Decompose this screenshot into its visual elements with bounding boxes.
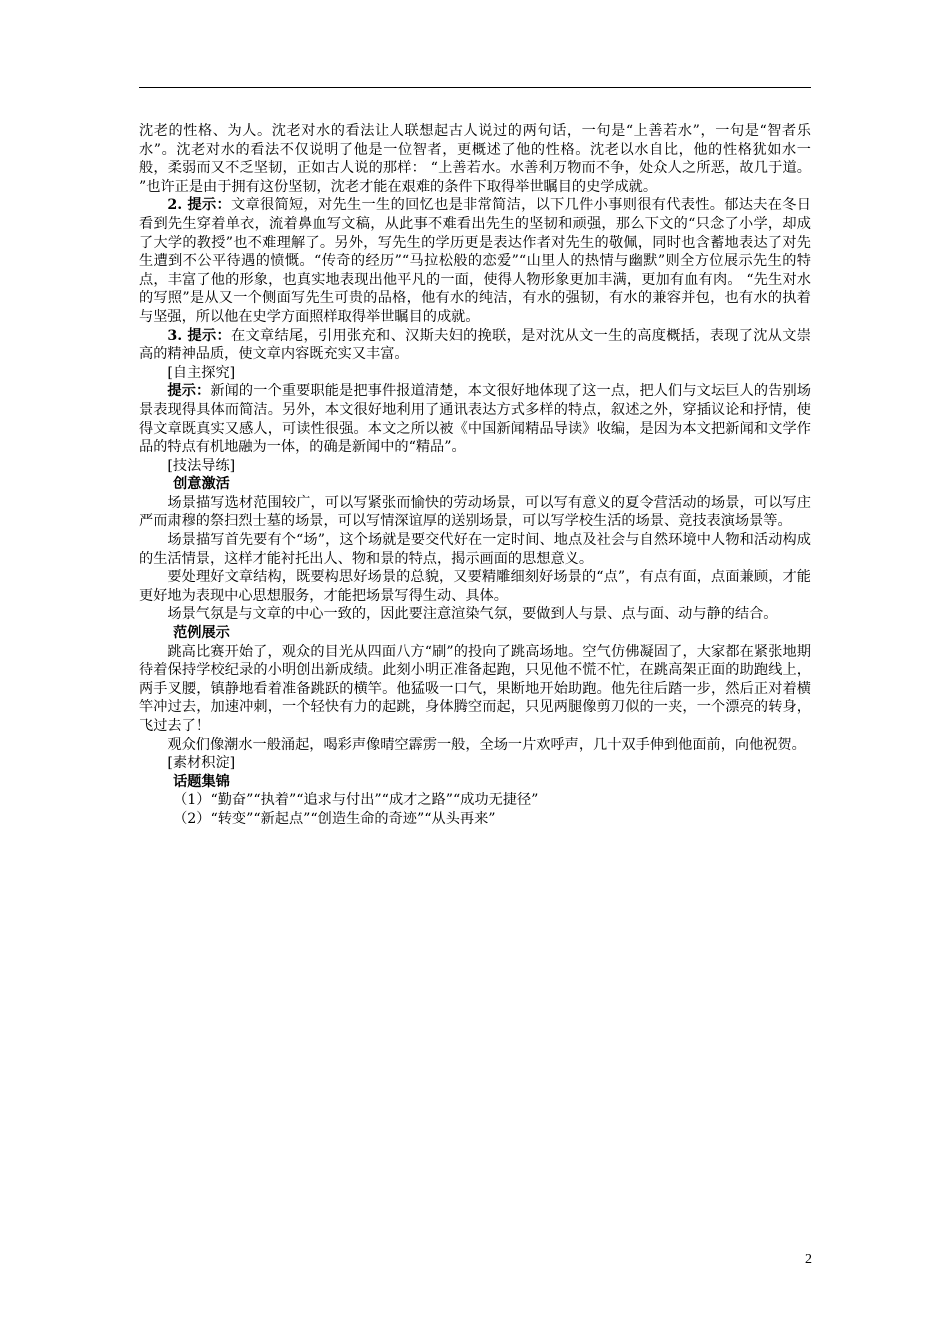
- example-paragraph-2: 观众们像潮水一般涌起，喝彩声像晴空霹雳一般，全场一片欢呼声，几十双手伸到他面前，向他祝贺。: [167, 736, 806, 753]
- answer-paragraph-3: [139, 327, 811, 364]
- section-heading-material: [素材积淀]: [167, 755, 236, 772]
- subheading-example: 范例展示: [173, 625, 230, 642]
- explore-paragraph: [139, 382, 811, 456]
- section-heading-skills: [技法导练]: [167, 457, 236, 474]
- skills-paragraph-4: 场景气氛是与文章的中心一致的，因此要注意渲染气氛，要做到人与景、点与面、动与静的结合。: [167, 606, 778, 623]
- hint-label: 3. 提示：: [167, 327, 231, 344]
- subheading-topics: 话题集锦: [173, 773, 230, 790]
- page-body: [139, 122, 811, 829]
- header-rule: [139, 87, 811, 88]
- explore-text: 新闻的一个重要职能是把事件报道清楚，本文很好地体现了这一点，把人们与文坛巨人的告别场景表现得具体而简洁。另外，本文很好地利用了通讯表达方式多样的特点，叙述之外，穿插议论和抒情，使得文章既真实又感人，可读性很强。本文之所以被《中国新闻精品导读》收编，是因为本文把新闻和文学作品的特点有机地融为一体，的确是新闻中的“精品”。: [139, 383, 811, 456]
- answer-text: 在文章结尾，引用张充和、汉斯夫妇的挽联，是对沈从文一生的高度概括，表现了沈从文崇高的精神品质，使文章内容既充实又丰富。: [139, 327, 811, 363]
- subheading-creative: 创意激活: [173, 476, 230, 493]
- topic-line-2: （2）“转变”“新起点”“创造生命的奇迹”“从头再来”: [173, 810, 496, 827]
- topic-line-1: （1）“勤奋”“执着”“追求与付出”“成才之路”“成功无捷径”: [173, 792, 539, 809]
- section-heading-explore: [自主探究]: [167, 364, 236, 381]
- hint-label: 提示：: [167, 383, 211, 400]
- answer-paragraph-1: 沈老的性格、为人。沈老对水的看法让人联想起古人说过的两句话，一句是“上善若水”，一句是“智者乐水”。沈老对水的看法不仅说明了他是一位智者，更概述了他的性格。沈老以水自比，他的性格犹如水一般，柔弱而又不乏坚韧，正如古人说的那样： “上善若水。水善利万物而不争，处众人之所恶，故几于道。 ”也许正是由于拥有这份坚韧，沈老才能在艰难的条件下取得举世瞩目的史学成就。: [139, 123, 811, 195]
- hint-label: 2. 提示：: [167, 197, 231, 214]
- example-paragraph-1: 跳高比赛开始了，观众的目光从四面八方“刷”的投向了跳高场地。空气仿佛凝固了，大家都在紧张地期待着保持学校纪录的小明创出新成绩。此刻小明正准备起跑，只见他不慌不忙，在跳高架正面的助跑线上，两手叉腰，镇静地看着准备跳跃的横竿。他猛吸一口气，果断地开始助跑。他先往后踏一步，然后正对着横竿冲过去，加速冲刺，一个轻快有力的起跳，身体腾空而起，只见两腿像剪刀似的一夹，一个漂亮的转身，飞过去了！: [139, 643, 811, 734]
- skills-paragraph-3: 要处理好文章结构，既要构思好场景的总貌，又要精雕细刻好场景的“点”，有点有面，点面兼顾，才能更好地为表现中心思想服务，才能把场景写得生动、具体。: [139, 569, 811, 604]
- skills-paragraph-1: 场景描写选材范围较广，可以写紧张而愉快的劳动场景，可以写有意义的夏令营活动的场景，可以写庄严而肃穆的祭扫烈士墓的场景，可以写情深谊厚的送别场景，可以写学校生活的场景、竞技表演场景等。: [139, 494, 811, 530]
- skills-paragraph-2: 场景描写首先要有个“场”，这个场就是要交代好在一定时间、地点及社会与自然环境中人物和活动构成的生活情景，这样才能衬托出人、物和景的特点，揭示画面的思想意义。: [139, 532, 811, 567]
- answer-paragraph-2: [139, 196, 811, 326]
- page-number: 2: [805, 1252, 812, 1267]
- answer-text: 文章很简短，对先生一生的回忆也是非常简洁，以下几件小事则很有代表性。郁达夫在冬日看到先生穿着单衣，流着鼻血写文稿，从此事不难看出先生的坚韧和顽强，那么下文的“只念了小学，却成了大学的教授”也不难理解了。另外，写先生的学历更是表达作者对先生的敬佩，同时也含蓄地表达了对先生遭到不公平待遇的愤慨。“传奇的经历”“马拉松般的恋爱”“山里人的热情与幽默”则全方位展示先生的特点，丰富了他的形象，也真实地表现出他平凡的一面，使得人物形象更加丰满，更加有血有肉。 “先生对水的写照”是从又一个侧面写先生可贵的品格，他有水的纯洁，有水的强韧，有水的兼容并包，也有水的执着与坚强，所以他在史学方面照样取得举世瞩目的成就。: [139, 197, 811, 325]
